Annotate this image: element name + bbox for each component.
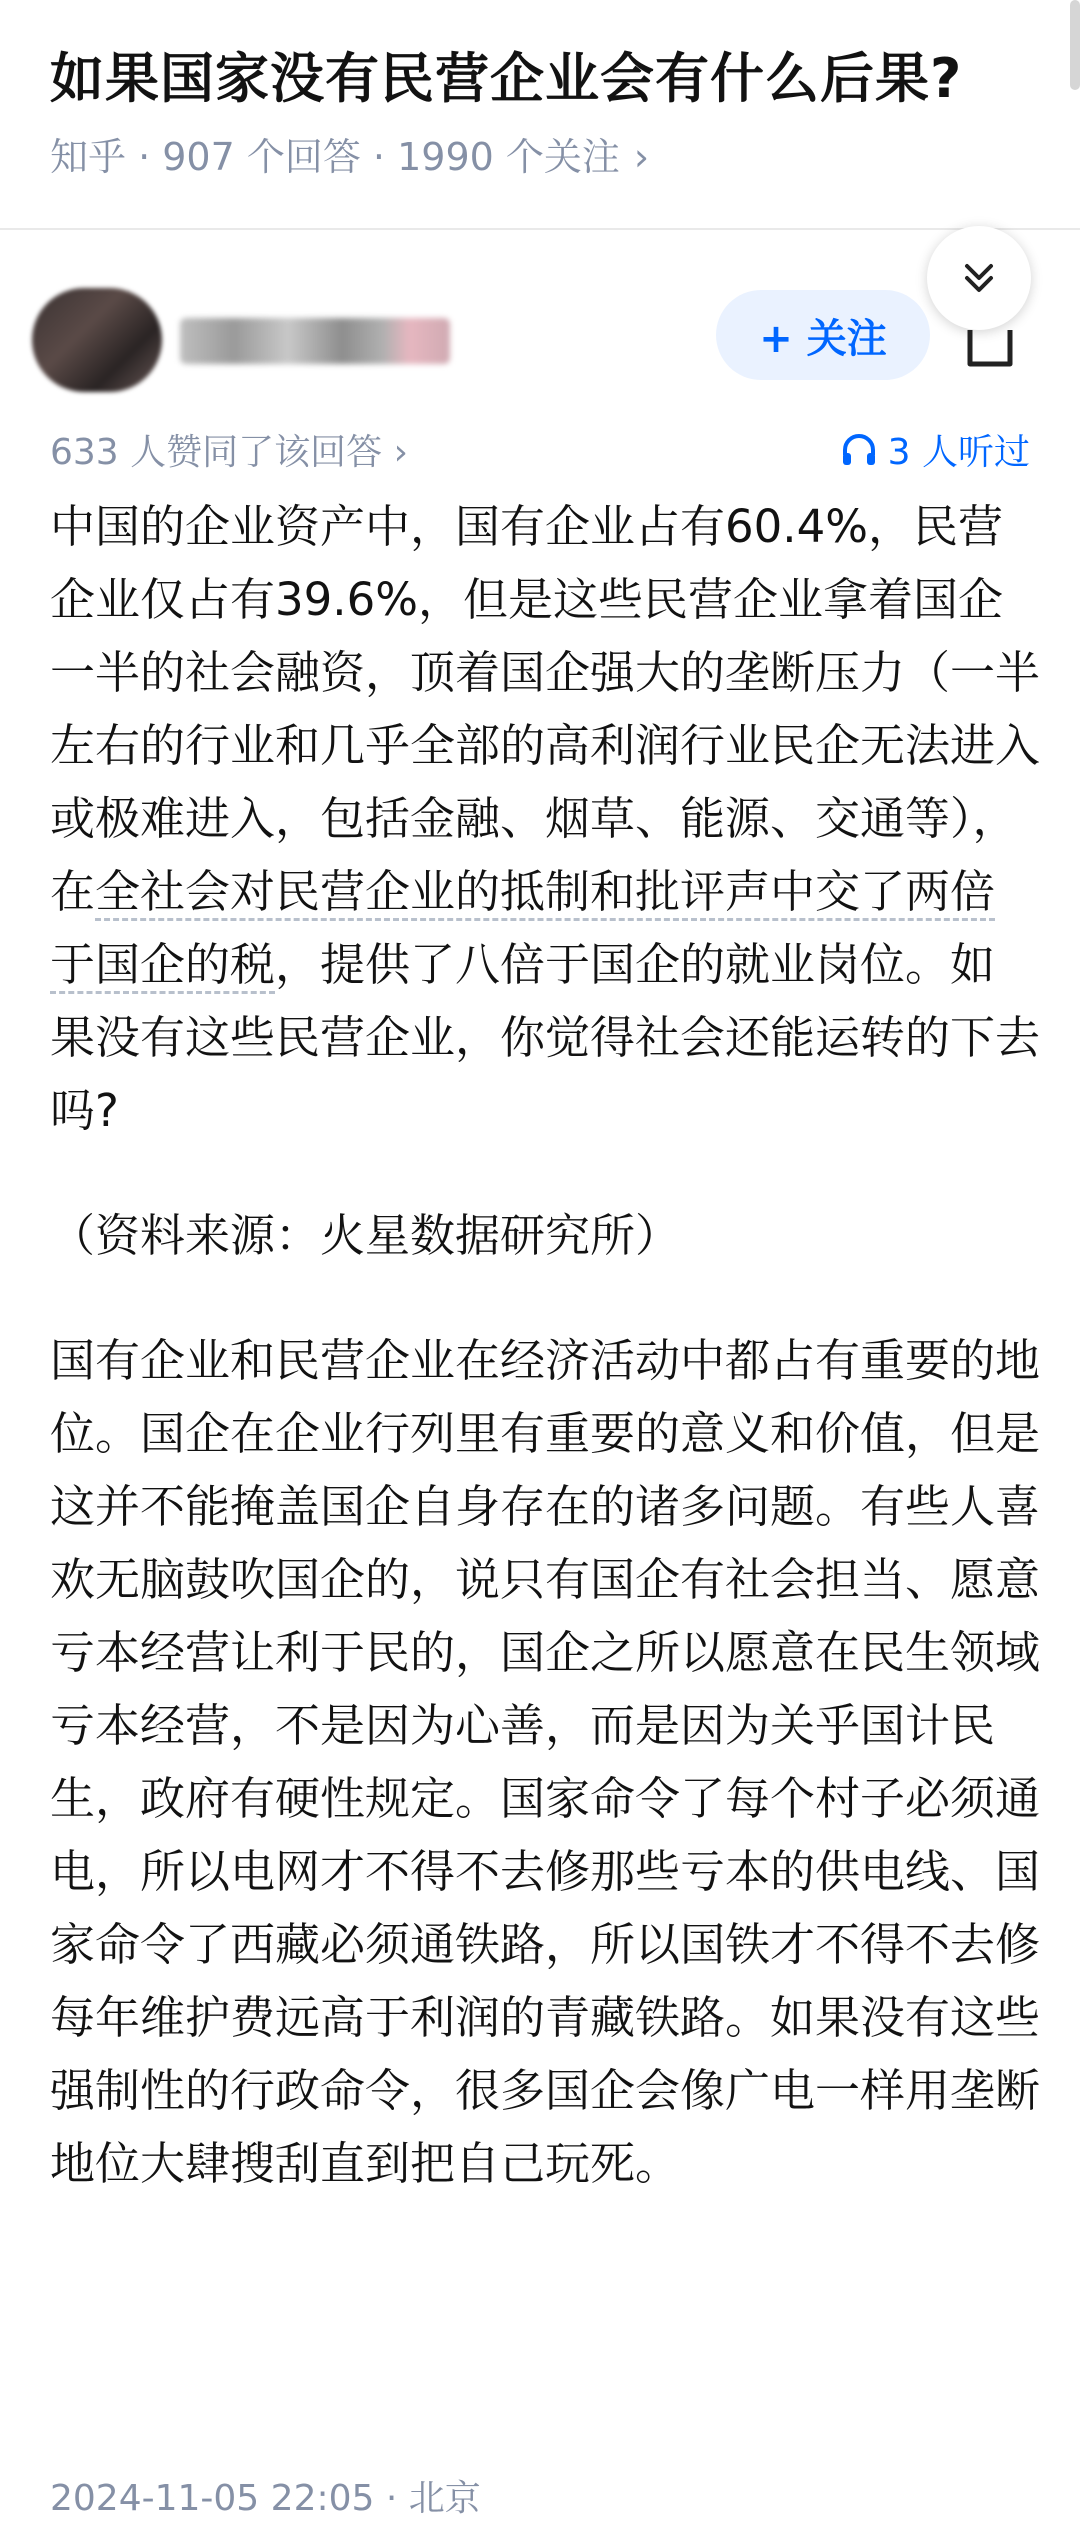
author-name-blurred[interactable] [180, 318, 450, 364]
answer-timestamp: 2024-11-05 22:05 · 北京 [50, 2478, 481, 2519]
answer-paragraph: 国有企业和民营企业在经济活动中都占有重要的地位。国企在企业行列里有重要的意义和价值，但是这并不能掩盖国企自身存在的诸多问题。有些人喜欢无脑鼓吹国企的，说只有国企有社会担当、愿意亏本经营让利于民的，国企之所以愿意在民生领域亏本经营，不是因为心善，而是因为关乎国计民生，政府有硬性规定。国家命令了每个村子必须通电，所以电网才不得不去修那些亏本的供电线、国家命令了西藏必须通铁路，所以国铁才不得不去修每年维护费远高于利润的青藏铁路。如果没有这些强制性的行政命令，很多国企会像广电一样用垄断地位大肆搜刮直到把自己玩死。 [50, 1334, 1041, 2190]
answer-content [50, 490, 1040, 2200]
divider [0, 228, 1080, 230]
answer-paragraph [50, 490, 1040, 1147]
question-meta[interactable] [50, 126, 649, 181]
question-title[interactable]: 如果国家没有民营企业会有什么后果? [50, 47, 963, 110]
listeners-text: 3 人听过 [887, 432, 1030, 473]
answer-text: ，提供了八倍于国企的就业岗位。如果没有这些民营企业，你觉得社会还能运转的下去吗? [50, 938, 1041, 1137]
answer-source-note: （资料来源：火星数据研究所） [50, 1209, 681, 1262]
chevron-right-icon: › [633, 135, 650, 179]
answer-inline-link[interactable]: 全社会对民营企业的抵制和批评声中交了两倍于国企的税 [50, 865, 995, 994]
follow-button[interactable]: + 关注 [716, 290, 930, 380]
headphones-icon [840, 431, 878, 469]
listeners-count[interactable] [840, 424, 1030, 475]
avatar[interactable] [32, 288, 162, 392]
question-meta-text: 知乎 · 907 个回答 · 1990 个关注 [50, 135, 620, 179]
question-header [0, 0, 1080, 230]
share-icon[interactable] [962, 300, 1018, 372]
scrollbar[interactable] [1070, 0, 1080, 90]
answer-text: 中国的企业资产中，国有企业占有60.4%，民营企业仅占有39.6%，但是这些民营企业拿着国企一半的社会融资，顶着国企强大的垄断压力（一半左右的行业和几乎全部的高利润行业民企无法进入或极难进入，包括金融、烟草、能源、交通等），在 [50, 500, 1041, 918]
likes-count[interactable]: 633 人赞同了该回答 › [50, 432, 408, 473]
chevron-double-down-icon [959, 258, 999, 298]
